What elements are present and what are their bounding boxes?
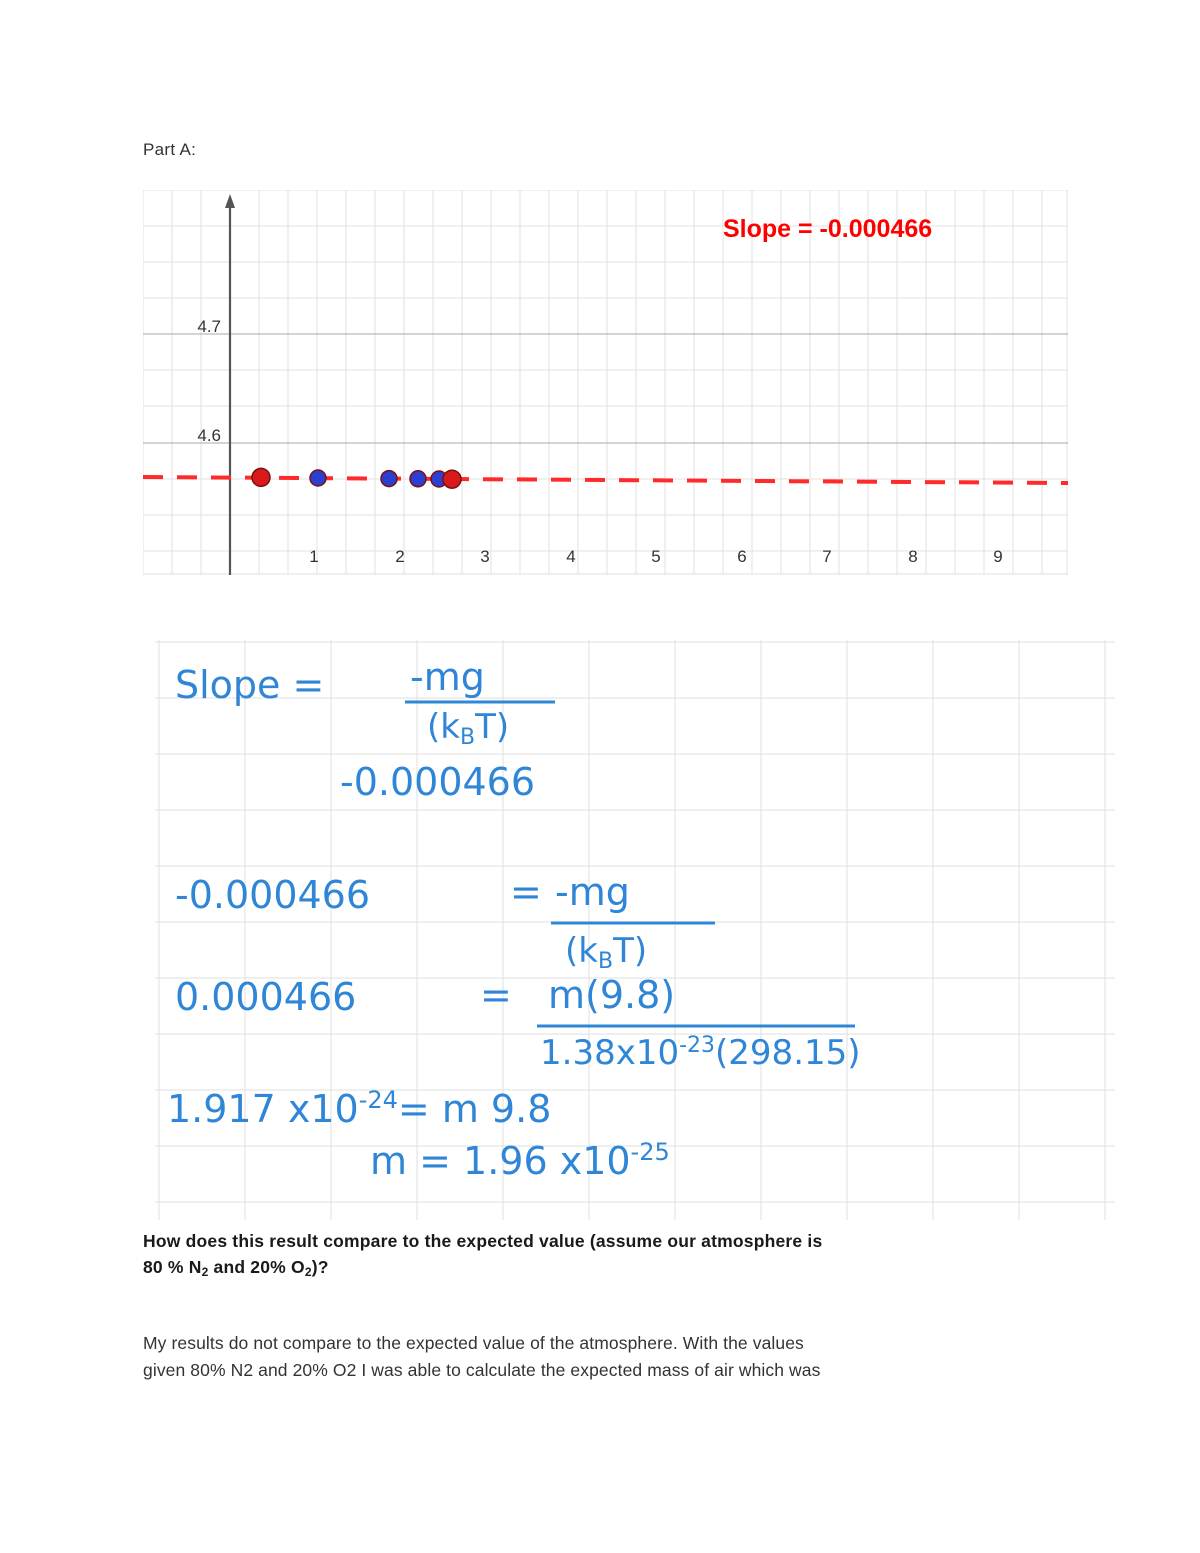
y-tick-label-4-7: 4.7 xyxy=(197,317,221,336)
data-point-red-1 xyxy=(252,468,270,486)
hand-line1-denominator: (kBT) xyxy=(427,707,510,750)
hand-line5-left: 0.000466 xyxy=(175,975,357,1019)
hand-line8: m = 1.96 $x10^{-25}$ xyxy=(370,1138,670,1183)
x-tick-label-2: 2 xyxy=(395,547,405,566)
hand-line6: $1.38x10^{-23}(298.15)$ xyxy=(540,1033,861,1073)
x-tick-label-3: 3 xyxy=(480,547,490,566)
answer-line-2: given 80% N2 and 20% O2 I was able to calculate the expected mass of air which was xyxy=(143,1360,821,1381)
hand-line1-numerator: -mg xyxy=(410,655,485,699)
x-tick-labels xyxy=(309,547,1002,566)
question-line-1: How does this result compare to the expected value (assume our atmosphere is xyxy=(143,1231,823,1251)
data-point-red-2 xyxy=(443,470,461,488)
handwriting-text xyxy=(167,655,861,1183)
x-tick-label-5: 5 xyxy=(651,547,661,566)
slope-annotation: Slope = -0.000466 xyxy=(723,215,933,243)
chart-minor-grid xyxy=(143,190,1068,575)
hand-line5-right: m(9.8) xyxy=(548,973,676,1017)
x-tick-label-7: 7 xyxy=(822,547,832,566)
question-sub-n2: 2 xyxy=(201,1265,209,1280)
hand-line7: 1.917 $x10^{-24}= m$ 9.8 xyxy=(167,1086,552,1131)
x-tick-label-6: 6 xyxy=(737,547,747,566)
data-point-blue-2 xyxy=(381,471,397,487)
paper-grid xyxy=(155,640,1115,1220)
hand-line3-left: -0.000466 xyxy=(175,873,371,917)
hand-line1-slope: Slope = xyxy=(175,663,325,707)
data-point-blue-1 xyxy=(310,470,326,486)
x-tick-label-9: 9 xyxy=(993,547,1003,566)
question-line-2-post: )? xyxy=(311,1257,329,1278)
handwriting-canvas xyxy=(155,640,1115,1220)
chart-y-axis xyxy=(225,194,235,575)
handwritten-work xyxy=(155,640,1115,1220)
question-line-2-mid: and 20% O xyxy=(208,1257,305,1278)
question-text xyxy=(143,1228,1043,1281)
x-tick-label-8: 8 xyxy=(908,547,918,566)
answer-line-1: My results do not compare to the expected value of the atmosphere. With the values xyxy=(143,1333,804,1353)
hand-line5-equals: = xyxy=(480,973,512,1017)
chart-major-grid xyxy=(143,334,1068,443)
y-tick-label-4-6: 4.6 xyxy=(197,426,221,445)
part-a-label: Part A: xyxy=(143,140,197,159)
hand-line3-equals: = xyxy=(510,870,542,914)
hand-line4-denominator: (kBT) xyxy=(565,931,648,974)
answer-text xyxy=(143,1330,1043,1384)
hand-line3-right: -mg xyxy=(555,870,630,914)
trendline xyxy=(143,477,1068,483)
x-tick-label-4: 4 xyxy=(566,547,576,566)
hand-line2: -0.000466 xyxy=(340,760,536,804)
question-sub-o2: 2 xyxy=(304,1265,312,1280)
question-line-2-pre: 80 % N xyxy=(143,1257,202,1278)
chart-canvas xyxy=(143,190,1068,575)
data-point-blue-3 xyxy=(410,471,426,487)
x-tick-label-1: 1 xyxy=(309,547,319,566)
scatter-chart xyxy=(143,190,1068,575)
